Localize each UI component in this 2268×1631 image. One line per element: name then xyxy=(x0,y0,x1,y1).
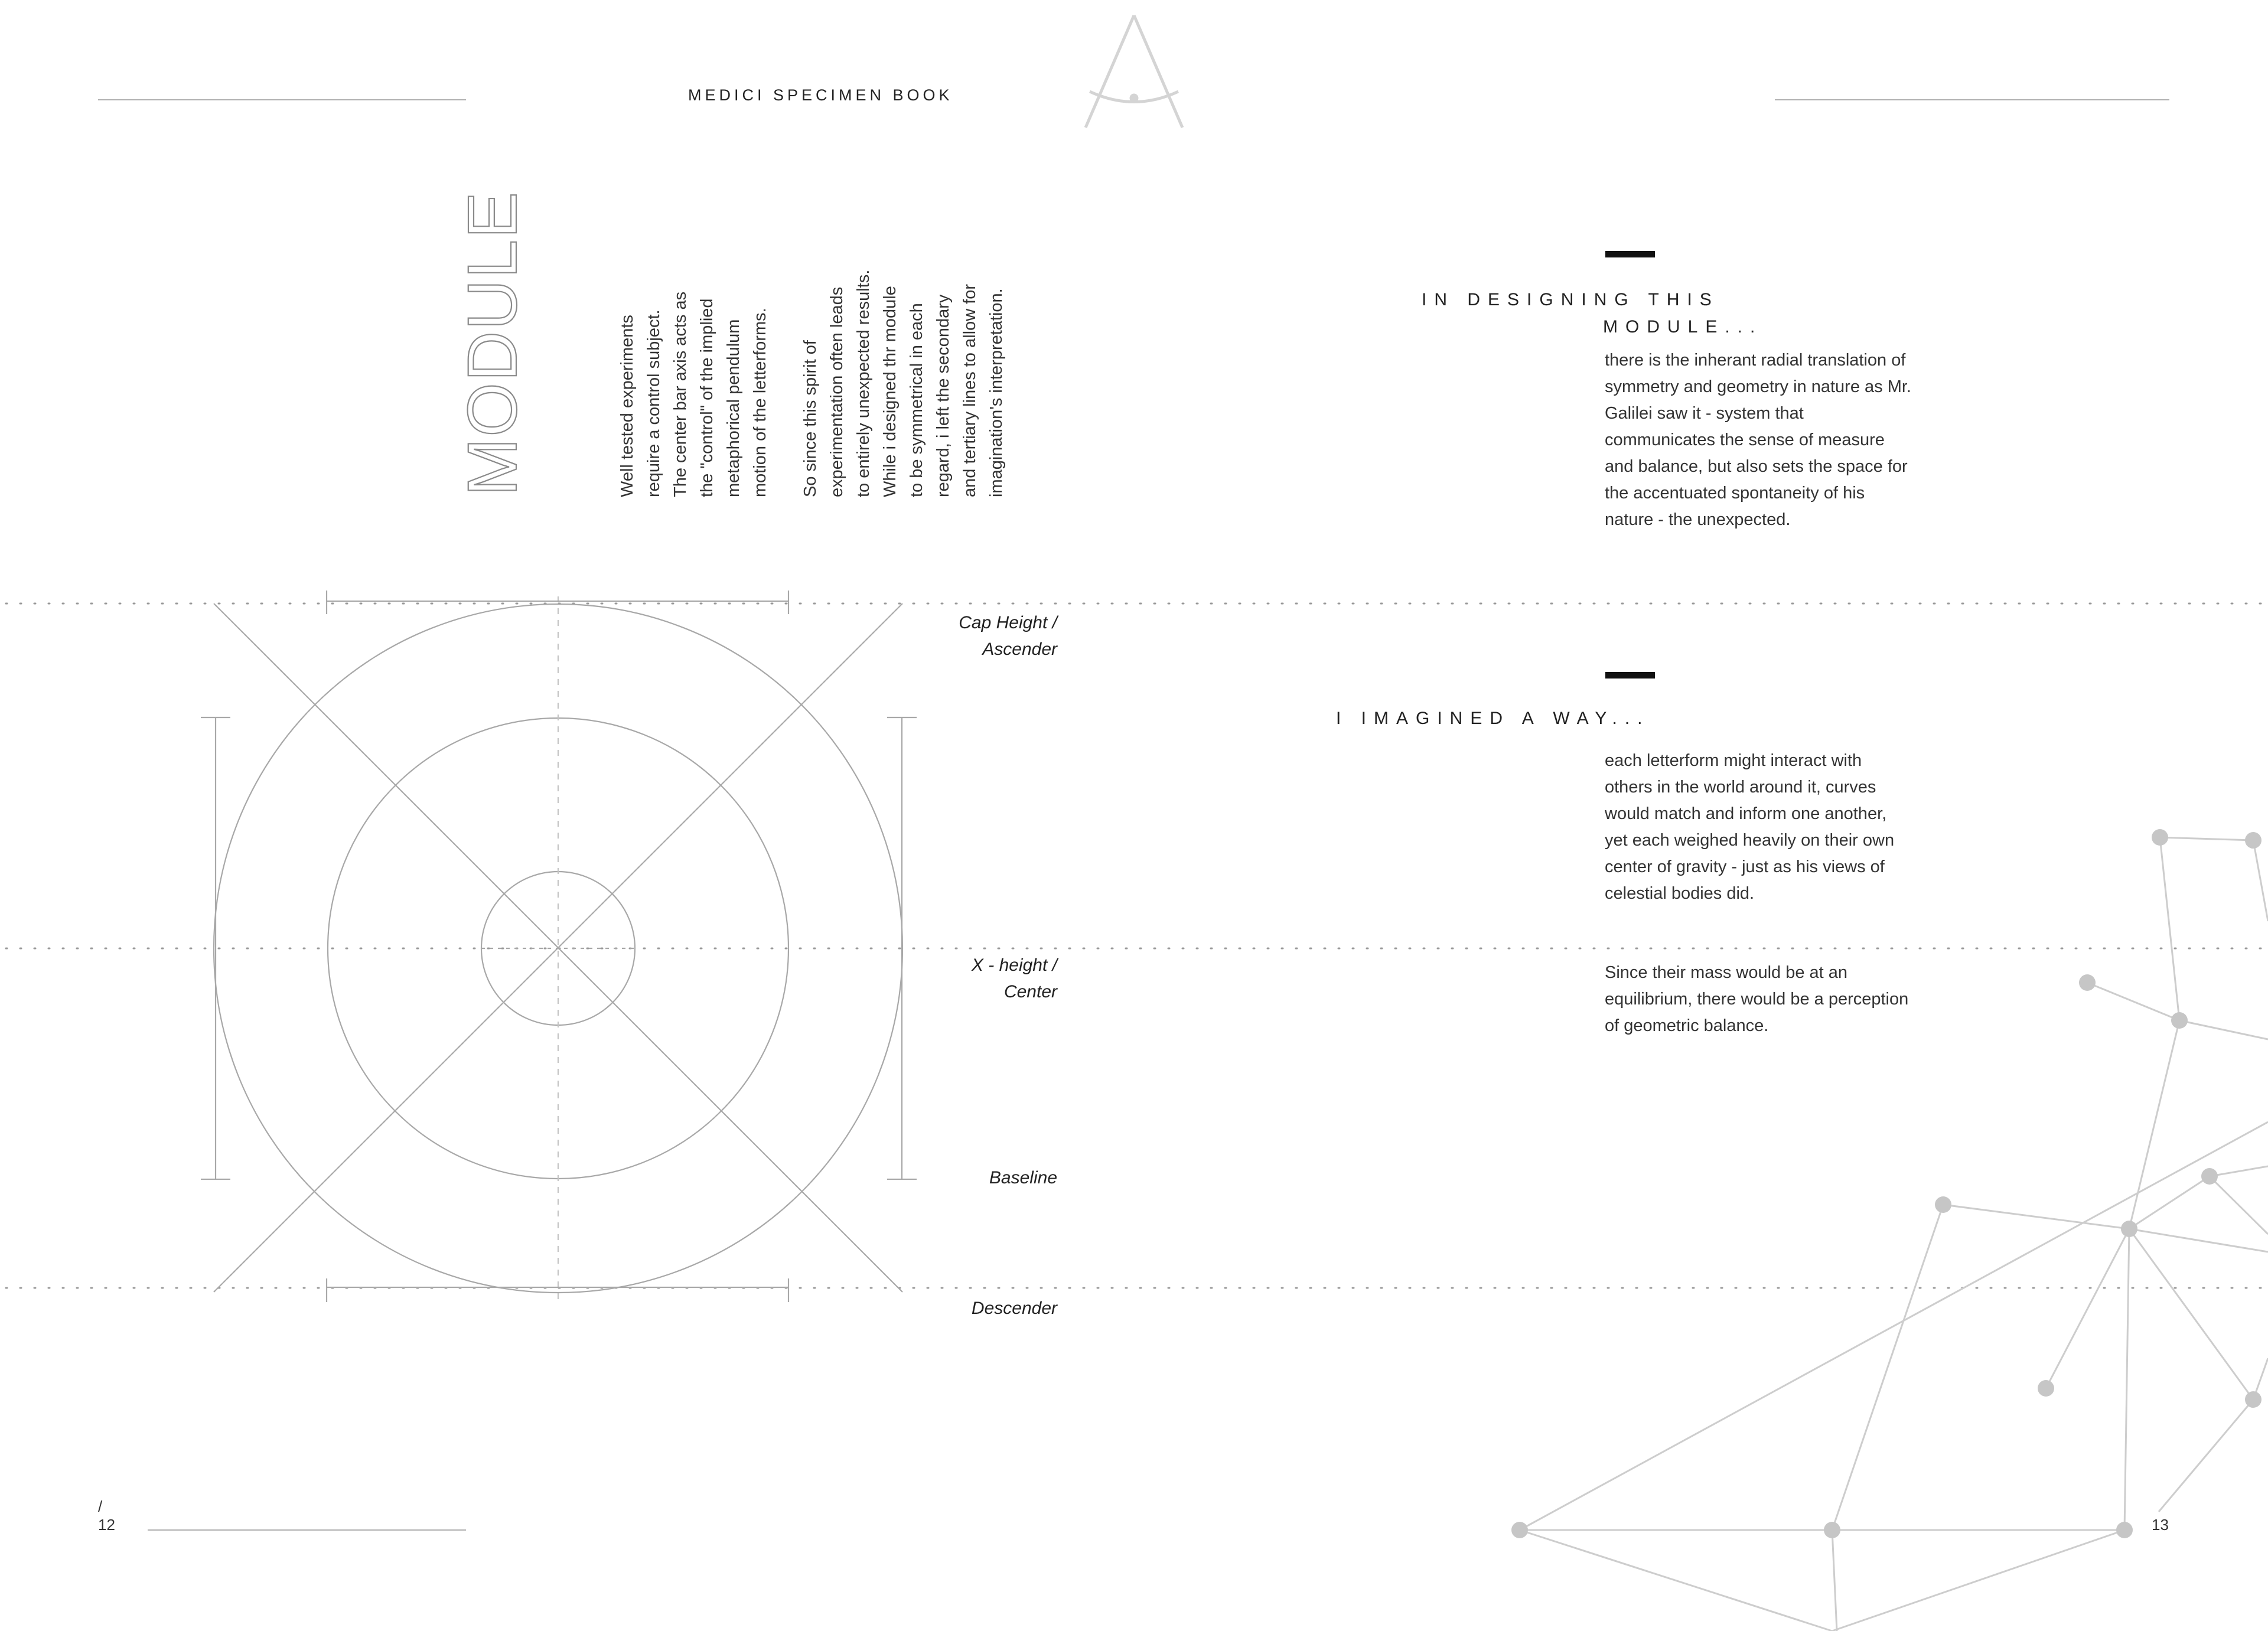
guide-label-descender: Descender xyxy=(971,1299,1057,1318)
intro-column-1: Well tested experiments require a control subject. The center bar axis acts as the "control" of the implied metaphorical pendulum motion of the letterforms. xyxy=(618,291,770,497)
dotted-guide-lines xyxy=(6,604,2262,1288)
intro-column-2: So since this spirit of experimentation often leads to entirely unexpected results. While i designed thr module to be symmetrical in each regard, i left the secondary and tertiary lines to allow for imagination's interpretation. xyxy=(801,269,1006,497)
header-title: MEDICI SPECIMEN BOOK xyxy=(688,86,953,104)
constellation-nodes xyxy=(1511,829,2262,1538)
page-number-left: 12 xyxy=(98,1516,115,1534)
guide-label-x-height: X - height / Center xyxy=(971,955,1057,1002)
section-1-body: there is the inherant radial translation of symmetry and geometry in nature as Mr. Galilei saw it - system that communicates the sense of measure and balance, but also sets the space for the accentuated spontaneity of his nature - the unexpected. xyxy=(1605,351,1911,529)
page-number-right: 13 xyxy=(2152,1516,2169,1534)
guide-label-cap-height: Cap Height / Ascender xyxy=(959,613,1057,659)
constellation-network xyxy=(1520,837,2268,1631)
section-1-heading-line-2: MODULE... xyxy=(1603,317,1763,337)
guide-label-baseline: Baseline xyxy=(989,1168,1057,1188)
folio-slash: / xyxy=(98,1498,103,1515)
module-title-text: MODULE xyxy=(454,191,532,496)
module-diagram xyxy=(201,591,917,1302)
a-logo-icon xyxy=(1086,15,1182,128)
section-2-accent-bar xyxy=(1605,672,1655,679)
section-1-heading-line-1: IN DESIGNING THIS xyxy=(1422,290,1719,309)
section-2-body-1: each letterform might interact with others in the world around it, curves would match and inform one another, yet each weighed heavily on their own center of gravity - just as his views of celestial bodies did. xyxy=(1605,751,1895,903)
section-1-accent-bar xyxy=(1605,251,1655,257)
section-2-body-2: Since their mass would be at an equilibrium, there would be a perception of geometric balance. xyxy=(1605,963,1909,1035)
module-vertical-title xyxy=(454,171,532,502)
section-2-heading: I IMAGINED A WAY... xyxy=(1336,709,1650,728)
